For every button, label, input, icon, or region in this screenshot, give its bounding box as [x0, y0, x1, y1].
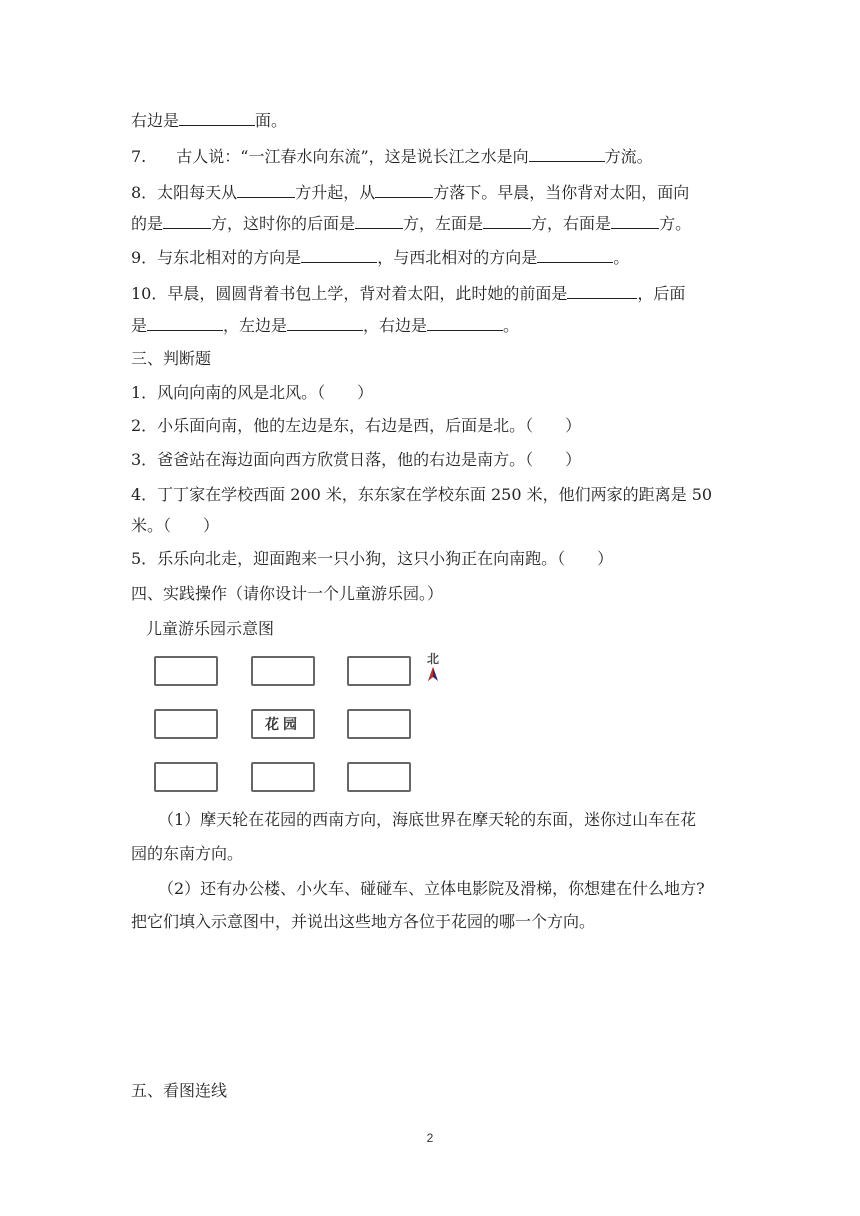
map-caption: 儿童游乐园示意图 — [146, 619, 275, 638]
answer-blank[interactable] — [237, 183, 295, 198]
text: 方，左面是 — [403, 214, 484, 233]
question-9 — [131, 247, 629, 269]
question-6-continuation — [131, 110, 287, 132]
judge-question-4: 4．丁丁家在学校西面 200 米，东东家在学校东面 250 米，他们两家的距离是 50 — [131, 485, 713, 504]
section-5-title: 五、看图连线 — [131, 1081, 228, 1100]
text: 8．太阳每天从 — [131, 183, 238, 202]
answer-blank[interactable] — [179, 111, 255, 126]
text: 。 — [503, 316, 520, 335]
answer-blank[interactable] — [375, 183, 433, 198]
map-slot[interactable] — [154, 656, 218, 686]
question-8-continuation — [131, 213, 691, 235]
map-slot[interactable] — [251, 762, 315, 792]
text: 古人说：“一江春水向东流”，这是说长江之水是向 — [176, 147, 529, 166]
garden-label: 花园 — [265, 717, 301, 733]
text: ，左边是 — [223, 316, 288, 335]
map-slot[interactable] — [347, 656, 411, 686]
text: 10．早晨，圆圆背着书包上学，背对着太阳，此时她的前面是 — [131, 284, 568, 303]
task-1-continuation: 园的东南方向。 — [131, 844, 244, 863]
answer-blank[interactable] — [529, 147, 605, 162]
question-10 — [131, 283, 685, 305]
question-8 — [131, 182, 689, 204]
answer-blank[interactable] — [567, 284, 637, 299]
text: 方，右面是 — [531, 214, 612, 233]
text: 右边是 — [131, 111, 180, 130]
judge-question-4-continuation: 米。（ ） — [131, 516, 220, 535]
text: 9．与东北相对的方向是 — [131, 248, 302, 267]
answer-blank[interactable] — [147, 316, 223, 331]
text: ，右边是 — [363, 316, 428, 335]
answer-blank[interactable] — [355, 214, 403, 229]
section-4-title: 四、实践操作（请你设计一个儿童游乐园。） — [131, 584, 444, 603]
text: 方，这时你的后面是 — [211, 214, 356, 233]
text: 方。 — [659, 214, 692, 233]
task-1: （1）摩天轮在花园的西南方向，海底世界在摩天轮的东面，迷你过山车在花 — [158, 810, 697, 829]
judge-question-5: 5．乐乐向北走，迎面跑来一只小狗，这只小狗正在向南跑。（ ） — [131, 549, 614, 568]
question-7 — [131, 146, 653, 168]
text: 面。 — [255, 111, 288, 130]
question-number: 7. — [131, 147, 147, 166]
text: ，后面 — [637, 284, 686, 303]
text: 方落下。早晨，当你背对太阳，面向 — [433, 183, 690, 202]
north-indicator — [423, 650, 443, 681]
map-slot[interactable] — [154, 762, 218, 792]
answer-blank[interactable] — [611, 214, 659, 229]
text: 方流。 — [604, 147, 653, 166]
map-slot[interactable] — [154, 709, 218, 739]
answer-blank[interactable] — [537, 248, 613, 263]
task-2-continuation: 把它们填入示意图中，并说出这些地方各位于花园的哪一个方向。 — [131, 912, 596, 931]
map-slot[interactable] — [251, 656, 315, 686]
task-2: （2）还有办公楼、小火车、碰碰车、立体电影院及滑梯，你想建在什么地方? — [158, 879, 705, 898]
section-3-title: 三、判断题 — [131, 349, 212, 368]
answer-blank[interactable] — [163, 214, 211, 229]
map-slot[interactable] — [347, 762, 411, 792]
text: 的是 — [131, 214, 164, 233]
text: 是 — [131, 316, 148, 335]
question-10-continuation — [131, 315, 519, 337]
answer-blank[interactable] — [301, 248, 377, 263]
text: 。 — [613, 248, 630, 267]
text: 方升起，从 — [295, 183, 376, 202]
text: ，与西北相对的方向是 — [377, 248, 538, 267]
answer-blank[interactable] — [483, 214, 531, 229]
answer-blank[interactable] — [287, 316, 363, 331]
north-label: 北 — [426, 652, 439, 666]
page-number: 2 — [426, 1131, 434, 1145]
judge-question-2: 2．小乐面向南，他的左边是东，右边是西，后面是北。（ ） — [131, 416, 582, 435]
garden-cell — [251, 709, 315, 739]
answer-blank[interactable] — [427, 316, 503, 331]
north-arrow-icon — [428, 667, 438, 681]
judge-question-1: 1．风向向南的风是北风。（ ） — [131, 383, 374, 402]
park-map — [150, 650, 450, 800]
judge-question-3: 3．爸爸站在海边面向西方欣赏日落，他的右边是南方。（ ） — [131, 450, 582, 469]
map-slot[interactable] — [347, 709, 411, 739]
